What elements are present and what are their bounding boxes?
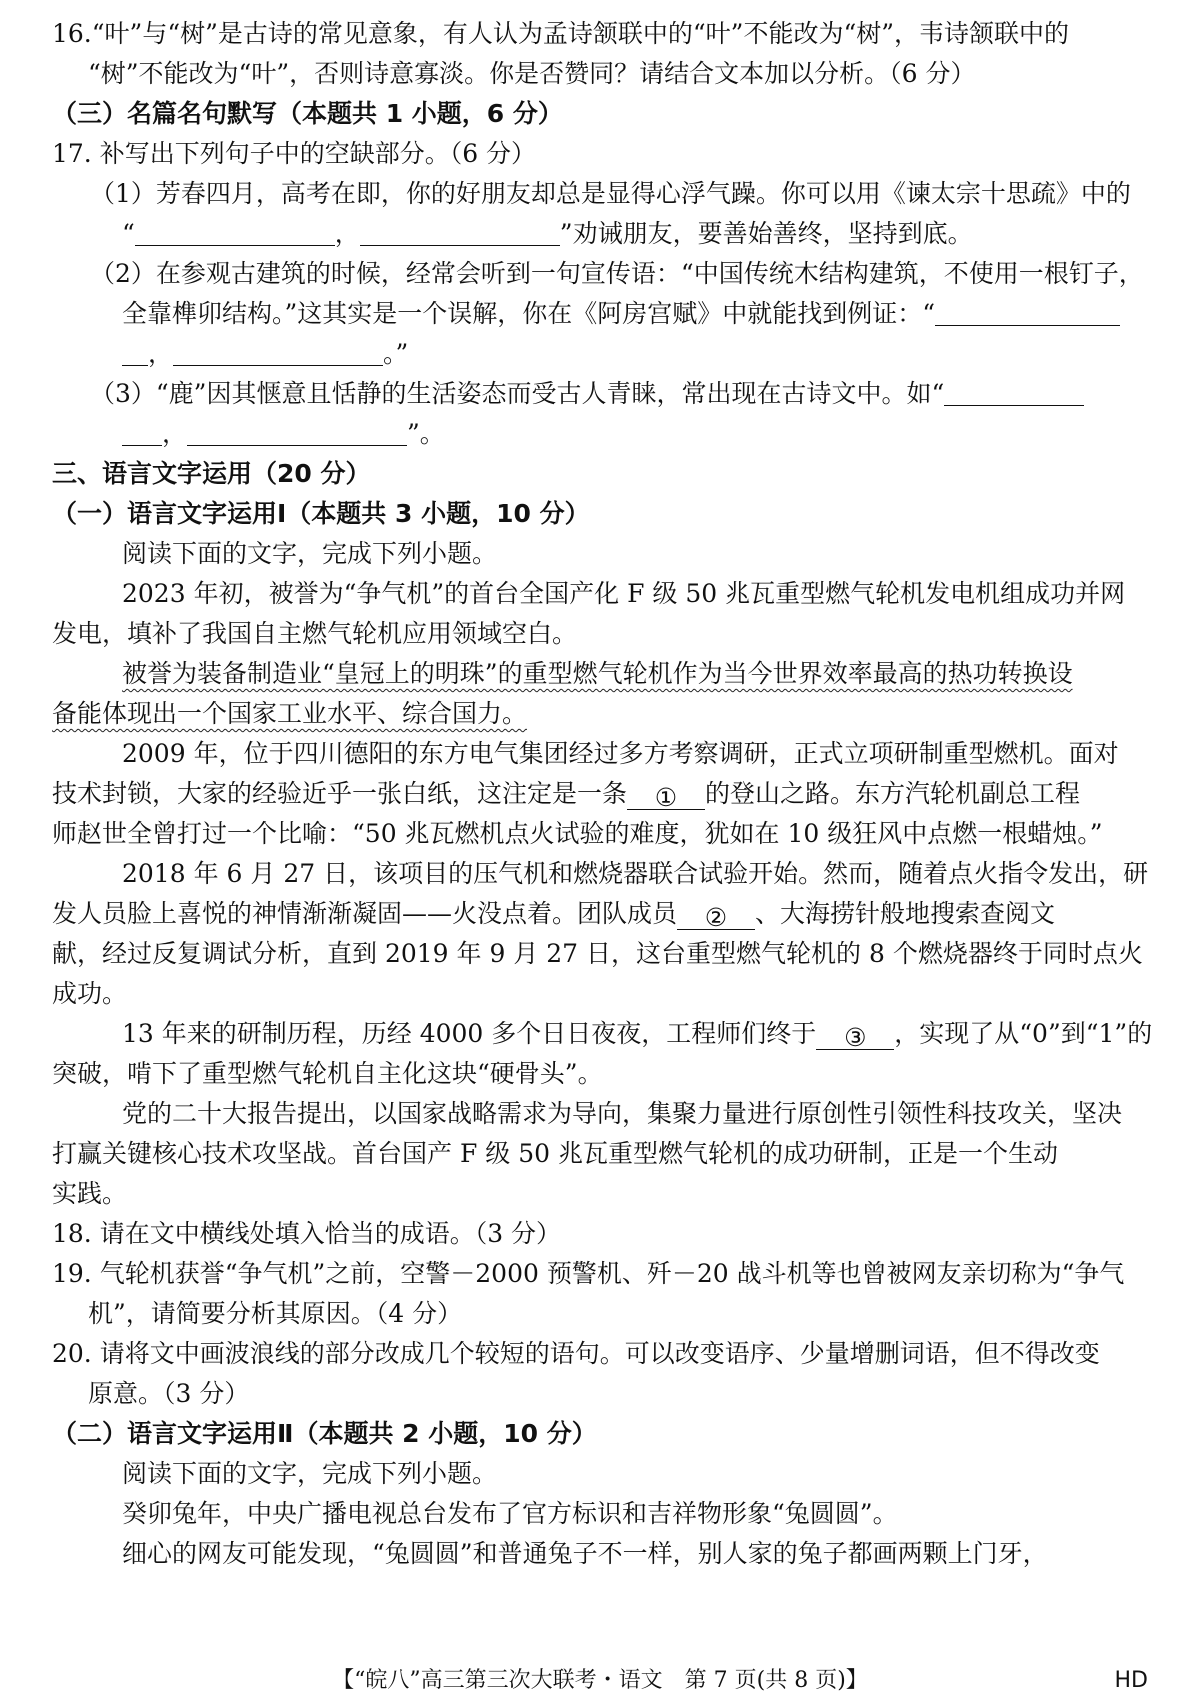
section3-heading: （三）名篇名句默写（本题共 1 小题，6 分） [52, 99, 563, 128]
q20-line1: 20. 请将文中画波浪线的部分改成几个较短的语句。可以改变语序、少量增删词语，但不得改变 [52, 1339, 1100, 1368]
answer-blank-cont[interactable] [122, 339, 148, 366]
passage1-para1-line2: 发电，填补了我国自主燃气轮机应用领域空白。 [52, 619, 578, 648]
q17-part2-line1: （2）在参观古建筑的时候，经常会听到一句宣传语：“中国传统木结构建筑，不使用一根钉子， [90, 259, 1144, 288]
answer-blank[interactable] [187, 419, 407, 446]
text: 技术封锁，大家的经验近乎一张白纸，这注定是一条 [52, 779, 628, 808]
passage1-para6-line2: 打赢关键核心技术攻坚战。首台国产 F 级 50 兆瓦重型燃气轮机的成功研制，正是一个生动 [52, 1139, 1058, 1168]
wavy-underlined-text: 备能体现出一个国家工业水平、综合国力。 [52, 699, 528, 728]
q17-part1-line2 [52, 214, 1158, 254]
passage1-para3-line3: 师赵世全曾打过一个比喻：“50 兆瓦燃机点火试验的难度，犹如在 10 级狂风中点燃一根蜡烛。” [52, 819, 1103, 848]
passage1-para3-line2 [52, 774, 1158, 814]
answer-blank[interactable] [173, 339, 383, 366]
passage1-para3-line1: 2009 年，位于四川德阳的东方电气集团经过多方考察调研，正式立项研制重型燃机。面对 [122, 739, 1119, 768]
comma: ， [334, 219, 360, 248]
footer-code: HD [1114, 1668, 1148, 1693]
passage2-para1: 癸卯兔年，中央广播电视总台发布了官方标识和吉祥物形象“兔圆圆”。 [122, 1499, 898, 1528]
passage1-intro: 阅读下面的文字，完成下列小题。 [122, 539, 498, 568]
passage1-para4-line1: 2018 年 6 月 27 日，该项目的压气机和燃烧器联合试验开始。然而，随着点火指令发出，研 [122, 859, 1149, 888]
answer-blank[interactable] [135, 219, 335, 246]
part2-end: 。” [383, 339, 409, 368]
q17-part2-line3 [52, 334, 1158, 374]
answer-blank[interactable] [360, 219, 560, 246]
page-content [52, 14, 1158, 1574]
passage1-para5-line1 [52, 1014, 1158, 1054]
passage2-para2-line1: 细心的网友可能发现，“兔圆圆”和普通兔子不一样，别人家的兔子都画两颗上门牙， [122, 1539, 1048, 1568]
blank-3[interactable]: ③ [816, 1023, 894, 1050]
part3-text: （3）“鹿”因其惬意且恬静的生活姿态而受古人青睐，常出现在古诗文中。如“ [90, 379, 945, 408]
wavy-sentence-line1 [52, 654, 1158, 694]
blank-2[interactable]: ② [677, 903, 755, 930]
wavy-sentence-line2 [52, 694, 1158, 734]
part1-tail: ”劝诫朋友，要善始善终，坚持到底。 [559, 219, 973, 248]
part3-end: ”。 [407, 419, 445, 448]
wavy-underlined-text: 被誉为装备制造业“皇冠上的明珠”的重型燃气轮机作为当今世界效率最高的热功转换设 [122, 659, 1073, 688]
q19-line1: 19. 气轮机获誉“争气机”之前，空警－2000 预警机、歼－20 战斗机等也曾被网友亲切称为“争气 [52, 1259, 1125, 1288]
passage1-para5-line2: 突破，啃下了重型燃气轮机自主化这块“硬骨头”。 [52, 1059, 603, 1088]
passage1-para6-line3: 实践。 [52, 1179, 128, 1208]
page-footer [0, 1664, 1200, 1698]
text: 发人员脸上喜悦的神情渐渐凝固——火没点着。团队成员 [52, 899, 678, 928]
part3-heading: 三、语言文字运用（20 分） [52, 459, 371, 488]
q20-line2: 原意。（3 分） [88, 1379, 250, 1408]
passage1-para4-line2 [52, 894, 1158, 934]
passage1-para1-line1: 2023 年初，被誉为“争气机”的首台全国产化 F 级 50 兆瓦重型燃气轮机发电机组成功并网 [122, 579, 1126, 608]
subsection1-heading: （一）语言文字运用Ⅰ（本题共 3 小题，10 分） [52, 499, 590, 528]
passage1-para6-line1: 党的二十大报告提出，以国家战略需求为导向，集聚力量进行原创性引领性科技攻关，坚决 [122, 1099, 1123, 1128]
q18: 18. 请在文中横线处填入恰当的成语。（3 分） [52, 1219, 562, 1248]
text: 的登山之路。东方汽轮机副总工程 [705, 779, 1081, 808]
blank-1[interactable]: ① [627, 783, 705, 810]
quote-open: “ [122, 219, 135, 248]
answer-blank-cont[interactable] [122, 419, 162, 446]
text: ，实现了从“0”到“1”的 [894, 1019, 1153, 1048]
comma: ， [162, 419, 188, 448]
q17-part1-line1: （1）芳春四月，高考在即，你的好朋友却总是显得心浮气躁。你可以用《谏太宗十思疏》中的 [90, 179, 1131, 208]
passage2-intro: 阅读下面的文字，完成下列小题。 [122, 1459, 498, 1488]
text: 13 年来的研制历程，历经 4000 多个日日夜夜，工程师们终于 [122, 1019, 817, 1048]
part2-text: 全靠榫卯结构。”这其实是一个误解，你在《阿房宫赋》中就能找到例证：“ [122, 299, 936, 328]
q16-line1: 16.“叶”与“树”是古诗的常见意象，有人认为孟诗颔联中的“叶”不能改为“树”，韦诗颔联中的 [52, 19, 1070, 48]
answer-blank[interactable] [944, 379, 1084, 406]
q17-stem: 17. 补写出下列句子中的空缺部分。（6 分） [52, 139, 537, 168]
q17-part3-line2 [52, 414, 1158, 454]
q16-line2: “树”不能改为“叶”，否则诗意寡淡。你是否赞同？请结合文本加以分析。（6 分） [88, 59, 976, 88]
footer-title: 【“皖八”高三第三次大联考・语文 第 7 页(共 8 页)】 [332, 1668, 868, 1693]
q19-line2: 机”，请简要分析其原因。（4 分） [88, 1299, 463, 1328]
q17-part3-line1 [52, 374, 1158, 414]
q17-part2-line2 [52, 294, 1158, 334]
subsection2-heading: （二）语言文字运用Ⅱ（本题共 2 小题，10 分） [52, 1419, 597, 1448]
passage1-para4-line3: 献，经过反复调试分析，直到 2019 年 9 月 27 日，这台重型燃气轮机的 8 个燃烧器终于同时点火 [52, 939, 1143, 968]
comma: ， [148, 339, 174, 368]
answer-blank[interactable] [935, 299, 1120, 326]
passage1-para4-line4: 成功。 [52, 979, 128, 1008]
text: 、大海捞针般地搜索查阅文 [755, 899, 1056, 928]
